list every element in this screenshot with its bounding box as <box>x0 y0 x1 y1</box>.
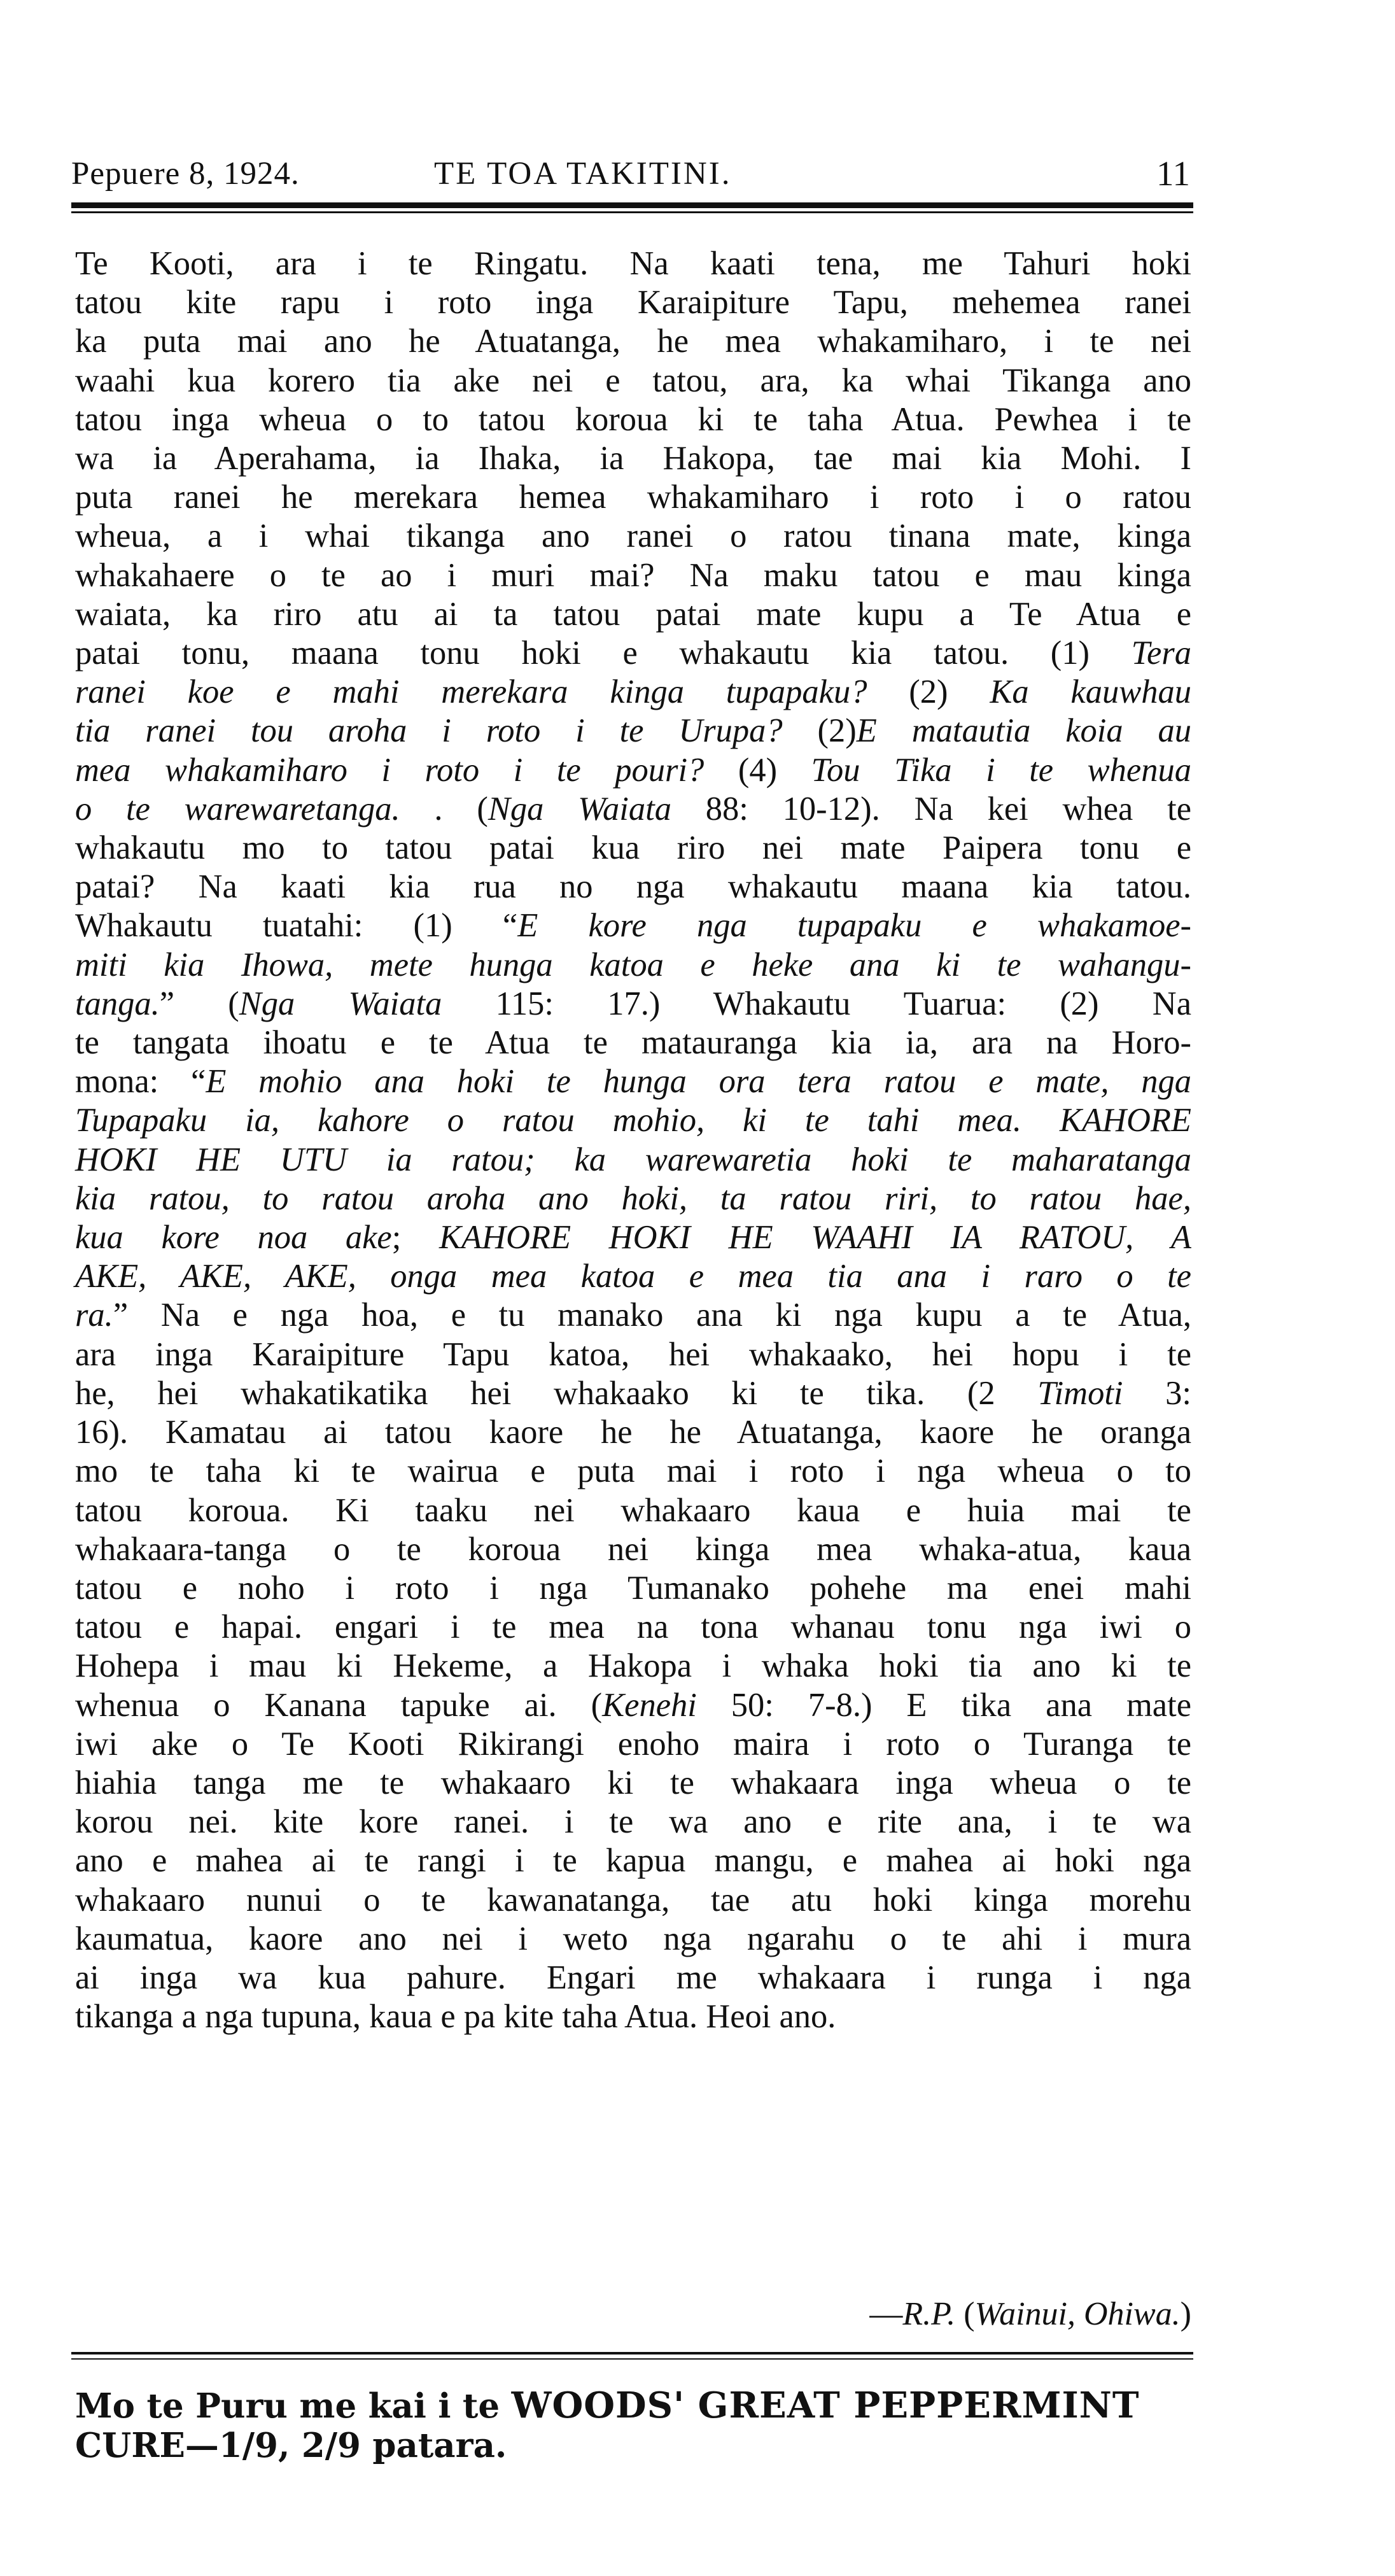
text-run: whakautu mo to tatou patai kua riro nei mate Paipera tonu e <box>75 829 1191 867</box>
text-run: 50: 7-8.) E tika ana mate <box>696 1686 1191 1724</box>
page-number: 11 <box>1156 154 1190 193</box>
advert-brand: WOODS' GREAT PEPPERMINT <box>511 2384 1140 2426</box>
italic-text: ranei koe e mahi merekara kinga tupapaku? <box>75 673 867 711</box>
text-run: he, hei whakatikatika hei whakaako ki te tika. (2 <box>75 1374 1038 1412</box>
italic-text: E kore nga tupapaku e whakamoe- <box>517 907 1191 945</box>
article-line <box>75 946 1191 985</box>
italic-text: Nga Waiata <box>239 985 442 1022</box>
italic-text: kia ratou, to ratou aroha ano hoki, ta ratou riri, to ratou hae, <box>75 1179 1191 1217</box>
text-run: iwi ake o Te Kooti Rikirangi enoho maira i roto o Turanga te <box>75 1725 1191 1763</box>
italic-text: Ka kauwhau <box>990 673 1191 711</box>
article-line <box>75 1179 1191 1218</box>
text-run: (2) <box>867 673 990 711</box>
italic-text: Kenehi <box>602 1686 697 1724</box>
signature-close-paren: ) <box>1180 2296 1191 2332</box>
text-run: whakahaere o te ao i muri mai? Na maku tatou e mau kinga <box>75 556 1191 594</box>
text-run: ano e mahea ai te rangi i te kapua mangu, e mahea ai hoki nga <box>75 1842 1191 1880</box>
text-run: wheua, a i whai tikanga ano ranei o ratou tinana mate, kinga <box>75 517 1191 555</box>
article-line <box>75 362 1191 400</box>
italic-text: miti kia Ihowa, mete hunga katoa e heke ana ki te wahangu- <box>75 946 1191 983</box>
italic-text: Timoti <box>1037 1374 1123 1412</box>
article-line <box>75 1764 1191 1803</box>
italic-text: Tera <box>1131 635 1191 672</box>
italic-text: mea whakamiharo i roto i te pouri? <box>75 751 705 789</box>
text-run: 16). Kamatau ai tatou kaore he he Atuatanga, kaore he oranga <box>75 1414 1191 1451</box>
text-run: ara inga Karaipiture Tapu katoa, hei whakaako, hei hopu i te <box>75 1335 1191 1373</box>
article-line <box>75 868 1191 906</box>
text-run: ka puta mai ano he Atuatanga, he mea whakamiharo, i te nei <box>75 323 1191 360</box>
text-run: whakaara-tanga o te koroua nei kinga mea whaka-atua, kaua <box>75 1530 1191 1568</box>
article-line <box>75 906 1191 945</box>
text-run: mo te taha ki te wairua e puta mai i roto i nga wheua o to <box>75 1453 1191 1490</box>
italic-text: ra. <box>75 1297 113 1334</box>
header-rule-thick <box>71 202 1193 208</box>
article-line <box>75 244 1191 283</box>
article-line <box>75 1530 1191 1569</box>
article-signature <box>869 2295 1191 2333</box>
article-line <box>75 1491 1191 1530</box>
italic-text: E matautia koia au <box>856 712 1191 750</box>
article-line <box>75 1024 1191 1062</box>
text-run: (4) <box>704 751 811 789</box>
text-run: Whakautu tuatahi: (1) “ <box>75 907 518 945</box>
header-rule-thin <box>71 211 1193 213</box>
newspaper-title: TE TOA TAKITINI. <box>434 156 732 192</box>
text-run: . ( <box>400 790 488 827</box>
header-date: Pepuere 8, 1924. <box>71 156 300 192</box>
text-run: kaumatua, kaore ano nei i weto nga ngarahu o te ahi i mura <box>75 1920 1191 1957</box>
text-run: tatou koroua. Ki taaku nei whakaaro kaua e huia mai te <box>75 1491 1191 1529</box>
advert-text: Mo te Puru me kai i te <box>75 2386 512 2426</box>
article-line <box>75 1062 1191 1101</box>
article-line <box>75 595 1191 634</box>
article-line <box>75 1452 1191 1491</box>
text-run: waahi kua korero tia ake nei e tatou, ara, ka whai Tikanga ano <box>75 362 1191 399</box>
text-run: ” Na e nga hoa, e tu manako ana ki nga kupu a te Atua, <box>113 1297 1191 1334</box>
article-line <box>75 1647 1191 1686</box>
italic-text: o te warewaretanga. <box>75 790 400 827</box>
article-body <box>75 244 1191 2036</box>
article-line <box>75 1608 1191 1647</box>
article-line <box>75 478 1191 517</box>
text-run: whakaaro nunui o te kawanatanga, tae atu hoki kinga morehu <box>75 1881 1191 1918</box>
article-line <box>75 1920 1191 1959</box>
article-line <box>75 1841 1191 1880</box>
article-line <box>75 1296 1191 1335</box>
text-run: patai tonu, maana tonu hoki e whakautu kia tatou. (1) <box>75 635 1132 672</box>
article-line <box>75 283 1191 322</box>
article-line <box>75 985 1191 1024</box>
signature-open-paren: ( <box>955 2296 975 2332</box>
italic-text: HOKI HE UTU ia ratou; ka warewaretia hoki te maharatanga <box>75 1141 1191 1178</box>
italic-text: tia ranei tou aroha i roto i te Urupa? <box>75 712 783 750</box>
advert-line-2: CURE—1/9, 2/9 patara. <box>75 2426 507 2465</box>
article-line <box>75 322 1191 361</box>
article-line <box>75 517 1191 556</box>
text-run: tatou e noho i roto i nga Tumanako pohehe ma enei mahi <box>75 1569 1191 1607</box>
italic-text: Tupapaku ia, kahore o ratou mohio, ki te tahi mea. KAHORE <box>75 1102 1191 1139</box>
article-line <box>75 400 1191 439</box>
text-run: 115: 17.) Whakautu Tuarua: (2) Na <box>442 985 1191 1022</box>
text-run: 3: <box>1123 1374 1192 1412</box>
text-run: ; <box>391 1219 439 1256</box>
text-run: patai? Na kaati kia rua no nga whakautu maana kia tatou. <box>75 868 1191 906</box>
article-line <box>75 1725 1191 1764</box>
article-line <box>75 790 1191 829</box>
article-line <box>75 1335 1191 1374</box>
text-run: wa ia Aperahama, ia Ihaka, ia Hakopa, tae mai kia Mohi. I <box>75 440 1191 477</box>
signature-dash: — <box>869 2296 903 2332</box>
article-line <box>75 1413 1191 1452</box>
article-line <box>75 1374 1191 1413</box>
italic-text: tanga. <box>75 985 160 1022</box>
article-line <box>75 751 1191 790</box>
text-run: puta ranei he merekara hemea whakamiharo i roto i o ratou <box>75 479 1191 516</box>
text-run: waiata, ka riro atu ai ta tatou patai mate kupu a Te Atua e <box>75 595 1191 633</box>
signature-initials: R.P. <box>902 2296 956 2332</box>
advertisement <box>75 2386 1191 2465</box>
italic-text: AKE, AKE, AKE, onga mea katoa e mea tia ana i raro o te <box>75 1258 1191 1295</box>
article-line <box>75 1569 1191 1608</box>
advert-line-1 <box>75 2386 1191 2426</box>
article-line <box>75 1141 1191 1179</box>
text-run: 88: 10-12). Na kei whea te <box>671 790 1192 827</box>
text-run: ” ( <box>159 985 239 1022</box>
text-run: (2) <box>782 712 857 750</box>
text-run: mona: “ <box>75 1063 206 1101</box>
article-line <box>75 1997 1191 2036</box>
article-line <box>75 439 1191 478</box>
italic-text: KAHORE HOKI HE WAAHI IA RATOU, A <box>438 1219 1191 1256</box>
article-line <box>75 634 1191 673</box>
italic-text: Nga Waiata <box>487 790 671 827</box>
text-run: korou nei. kite kore ranei. i te wa ano e rite ana, i te wa <box>75 1803 1191 1841</box>
text-run: te tangata ihoatu e te Atua te matauranga kia ia, ara na Horo- <box>75 1024 1191 1062</box>
article-line <box>75 829 1191 868</box>
page-header <box>71 151 1190 196</box>
article-line <box>75 712 1191 750</box>
article-line <box>75 1803 1191 1841</box>
footer-rule-thick <box>71 2352 1193 2354</box>
italic-text: kua kore noa ake <box>75 1219 392 1256</box>
article-line <box>75 1959 1191 1997</box>
article-line <box>75 1881 1191 1920</box>
text-run: tatou inga wheua o to tatou koroua ki te taha Atua. Pewhea i te <box>75 400 1191 438</box>
italic-text: E mohio ana hoki te hunga ora tera ratou e mate, nga <box>206 1063 1191 1101</box>
footer-rule-thin <box>71 2358 1193 2360</box>
italic-text: Tou Tika i te whenua <box>811 751 1191 789</box>
text-run: ai inga wa kua pahure. Engari me whakaara i runga i nga <box>75 1959 1191 1996</box>
text-run: Te Kooti, ara i te Ringatu. Na kaati tena, me Tahuri hoki <box>75 245 1191 282</box>
article-line <box>75 1218 1191 1257</box>
article-line <box>75 556 1191 595</box>
article-line <box>75 1257 1191 1296</box>
article-line <box>75 1686 1191 1725</box>
text-run: hiahia tanga me te whakaaro ki te whakaara inga wheua o te <box>75 1764 1191 1801</box>
text-run: Hohepa i mau ki Hekeme, a Hakopa i whaka hoki tia ano ki te <box>75 1647 1191 1685</box>
text-run: tatou e hapai. engari i te mea na tona whanau tonu nga iwi o <box>75 1608 1191 1646</box>
text-run: tatou kite rapu i roto inga Karaipiture Tapu, mehemea ranei <box>75 284 1191 321</box>
article-line <box>75 1101 1191 1140</box>
signature-place: Wainui, Ohiwa. <box>974 2296 1181 2332</box>
text-run: whenua o Kanana tapuke ai. ( <box>75 1686 603 1724</box>
text-run: tikanga a nga tupuna, kaua e pa kite taha Atua. Heoi ano. <box>75 1998 836 2036</box>
article-line <box>75 673 1191 712</box>
